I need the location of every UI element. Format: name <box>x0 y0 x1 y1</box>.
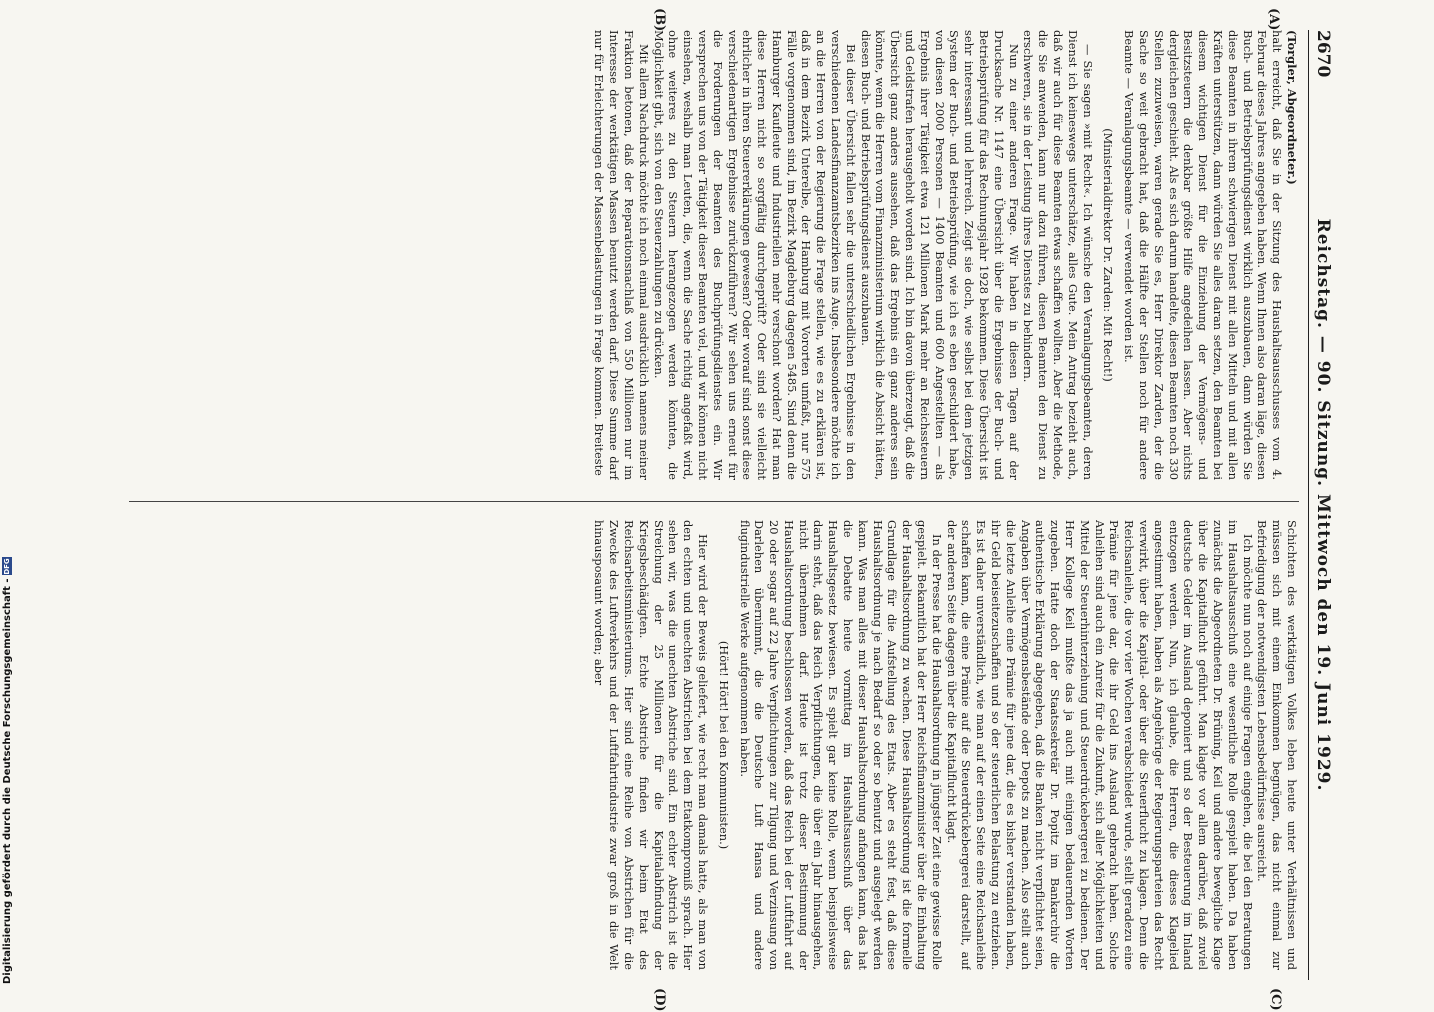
credit-text: Digitalisierung gefördert durch die Deutsche Forschungsgemeinschaft - <box>2 578 13 984</box>
margin-marker-b: (B) <box>652 8 667 32</box>
paragraph: Ich möchte nun noch auf einige Fragen eingehen, die bei den Beratungen im Haushaltsausschuß eine wesentliche Rolle gespielt haben. Da haben zunächst die Abgeordneten Dr. Brüning, Keil und andere bewegliche Klage über die Kapitalflucht geführt. Man klagte vor allem darüber, daß zuviel deutsche Gelder im Ausland deponiert und so der Besteuerung im Inland entzogen werden. Nun, ich glaube, die Herren, die dieses Klagelied angestimmt haben, haben als Angehörige der Regierungsparteien das Recht verwirkt, über die Kapital- oder über die Steuerflucht zu klagen. Denn die Reichsanleihe, die vor vier Wochen verabschiedet wurde, stellt geradezu eine Prämie für jene dar, die ihr Geld ins Ausland gebracht haben. Solche Anleihen sind auch ein Anreiz für die Zukunft, sich aller Möglichkeiten und Mittel der Steuerhinterziehung und Steuerdrückebergerei zu bedienen. Der Herr Kollege Keil mußte das ja auch mit einigen bedauernden Worten zugeben. Hatte doch der Staatssekretär Dr. Popitz im Bankarchiv die authentische Erklärung abgegeben, daß die Banken nicht verpflichtet seien, Angaben über Vermögensbestände oder Depots zu machen. Also stellt auch die letzte Anleihe eine Prämie für jene dar, die es bisher verstanden haben, ihr Geld beiseitezuschaffen und so der steuerlichen Belastung zu entziehen. Es ist daher unverständlich, wie man auf der einen Seite eine Reichsanleihe schaffen kann, die eine Prämie auf die Steuerdrückebergerei darstellt, auf der anderen Seite dagegen über die Kapitalflucht klagt. <box>944 520 1255 970</box>
page-number: 2670 <box>1313 30 1333 78</box>
margin-marker-a: (A) <box>1266 8 1281 31</box>
paragraph: Mit allem Nachdruck möchte ich noch einmal ausdrücklich namens meiner Fraktion betonen, daß der Reparationsnachlaß von 550 Millionen nur im Interesse der werktätigen Massen benutzt werden darf. Diese Summe darf nur für Erleichterungen der Massenbelastungen in Frage kommen. Breiteste <box>592 30 651 480</box>
paragraph: Nun zu einer anderen Frage. Wir haben in diesen Tagen auf der Drucksache Nr. 1147 eine Übersicht über die Ergebnisse der Buch- und Betriebsprüfung für das Rechnungsjahr 1928 bekommen. Diese Übersicht ist sehr interessant und lehrreich. Zeigt sie doch, wie selbst bei dem jetzigen System der Buch- und Betriebsprüfung, wie ich es eben geschildert habe, von diesen 2000 Personen — 1400 Beamten und 600 Angestellten — als Ergebnis ihrer Tätigkeit etwa 121 Millionen Mark mehr an Reichssteuern und Geldstrafen herausgeholt worden sind. Ich bin davon überzeugt, daß die Übersicht ganz anders aussehen, daß das Ergebnis ein ganz anderes sein könnte, wenn die Herren vom Finanzministerium wirklich die Absicht hätten, diesen Buch- und Betriebsprüfungsdienst auszubauen. <box>858 30 1021 480</box>
paragraph: In der Presse hat die Haushaltsordnung in jüngster Zeit eine gewisse Rolle gespielt. Bekanntlich hat der Herr Reichsfinanzminister über die Einhaltung der Haushaltsordnung zu wachen. Diese Haushaltsordnung ist die formelle Grundlage für die Aufstellung des Etats. Aber es steht fest, daß diese Haushaltsordnung je nach Bedarf so oder so benutzt und ausgelegt werden kann. Was man alles mit dieser Haushaltsordnung anfangen kann, das hat die Debatte heute vormittag im Haushaltsausschuß über das Haushaltsgesetz bewiesen. Es spielt gar keine Rolle, wenn beispielsweise darin steht, daß das Reich Verpflichtungen, die über ein Jahr hinausgehen, nicht übernehmen darf. Heute ist trotz dieser Bestimmung der Haushaltsordnung beschlossen worden, daß das Reich bei der Luftfahrt auf 20 oder sogar auf 22 Jahre Verpflichtungen zur Tilgung und Verzinsung von Darlehen übernimmt, die die Deutsche Luft Hansa und andere flugindustrielle Werke aufgenommen haben. <box>737 520 944 970</box>
interjection: (Ministerialdirektor Dr. Zarden: Mit Recht!) <box>1101 128 1116 382</box>
page-header <box>1308 30 1335 980</box>
paragraph: Hier wird der Beweis geliefert, wie recht man damals hatte, als man von den echten und unechten Abstrichen bei dem Etatkompromiß sprach. Hier sehen wir, was die unechten Abstriche sind. Ein echter Abstrich ist die Streichung der 25 Millionen für die Kapitalabfindung der Kriegsbeschädigten. Echte Abstriche finden wir beim Etat des Reichsarbeitsministeriums. Hier sind eine Reihe von Abstrichen für die Zwecke des Luftverkehrs und der Luftfahrtindustrie zwar groß in die Welt hinausposaunt worden; aber <box>592 520 710 970</box>
paragraph: Schichten des werktätigen Volkes leben heute unter Verhältnissen und müssen sich mit einem Einkommen begnügen, das nicht einmal zur Befriedigung der notwendigsten Lebensbedürfnisse ausreicht. <box>1255 520 1299 970</box>
right-column <box>129 520 1299 970</box>
margin-marker-d: (D) <box>652 988 667 1012</box>
paragraph: halt erreicht, daß Sie in der Sitzung des Haushaltsausschusses vom 4. Februar dieses Jahres angegeben haben. Wenn Ihnen also daran läge, diesen Buch- und Betriebsprüfungsdienst wirklich auszubauen, dann würden Sie diese Beamten in ihrem schwierigen Dienst mit allen Mitteln und mit allen Kräften unterstützen, dann würden Sie alles daran setzen, den Beamten bei diesem wichtigen Dienst für die Einziehung der Vermögens- und Besitzsteuern die denkbar größte Hilfe angedeihen lassen. Aber nichts dergleichen geschieht. Als es sich darum handelte, diesen Beamten noch 330 Stellen zuzuweisen, waren gerade Sie es, Herr Direktor Zarden, der die Sache so weit gebracht hat, daß die Hälfte der Stellen noch für andere Beamte — Veranlagungsbeamte — verwendet worden ist. <box>1122 30 1285 480</box>
digitization-credit <box>0 0 16 1000</box>
left-column <box>129 30 1299 480</box>
column-divider <box>129 501 1299 502</box>
paragraph: Bei dieser Übersicht fallen sehr die unterschiedlichen Ergebnisse in den verschiedenen Landesfinanzamtsbezirken ins Auge. Insbesondere möchte ich an die Herren von der Regierung die Frage stellen, wie es zu erklären ist, daß in dem Bezirk Unterelbe, der Hamburg mit Vororten umfaßt, nur 575 Fälle vorgenommen sind, im Bezirk Magdeburg dagegen 5485. Sind denn die Hamburger Kaufleute und Industriellen mehr verschont worden? Hat man diese Herren nicht so sorgfältig durchgeprüft? Oder sind sie vielleicht ehrlicher in ihren Steuererklärungen gewesen? Oder worauf sind sonst diese verschiedenartigen Ergebnisse zurückzuführen? Wir sehen uns erneut für die Forderungen der Beamten des Buchprüfungsdienstes ein. Wir versprechen uns von der Tätigkeit dieser Beamten viel, und wir können nicht einsehen, weshalb man Leuten, die, wenn die Sache richtig angefaßt wird, ohne weiteres zu den Steuern herangezogen werden könnten, die Möglichkeit gibt, sich von den Steuerzahlungen zu drücken. <box>651 30 858 480</box>
paragraph: — Sie sagen »mit Recht«. Ich wünsche den Veranlagungsbeamten, deren Dienst ich keineswegs unterschätze, alles Gute. Mein Antrag bezieht auch, daß wir auch für diese Beamten etwas schaffen wollten. Aber die Methode, die Sie anwenden, kann nur dazu führen, diesen Beamten den Dienst zu erschweren, sie in der Leistung ihres Dienstes zu behindern. <box>1021 30 1095 480</box>
interjection: (Hört! Hört! bei den Kommunisten.) <box>716 640 731 850</box>
dfg-logo: DFG <box>3 558 11 575</box>
running-title: Reichstag. — 90. Sitzung. Mittwoch den 19. Juni 1929. <box>1313 218 1333 792</box>
rotated-document-page <box>120 8 1335 1012</box>
speaker-line: (Torgler, Abgeordneter.) <box>1285 30 1299 185</box>
margin-marker-c: (C) <box>1268 988 1283 1011</box>
